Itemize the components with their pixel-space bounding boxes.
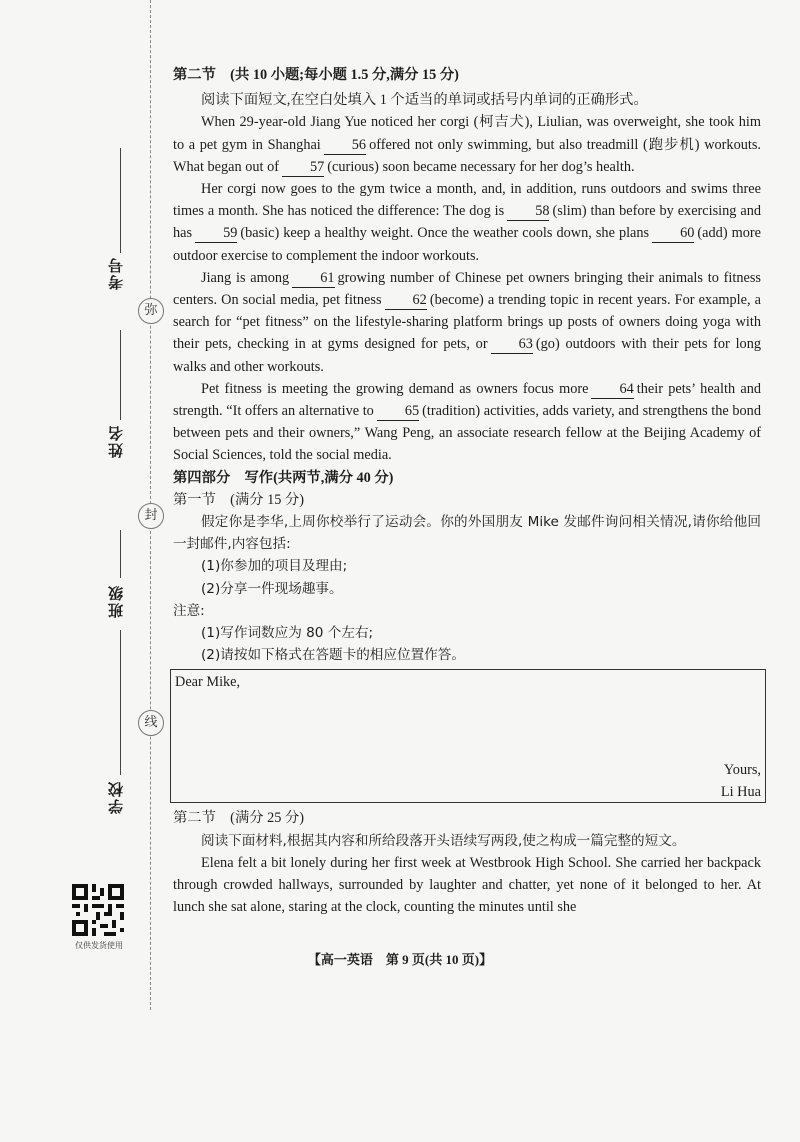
p3-text-a: Jiang is among xyxy=(201,269,290,286)
part4-heading: 第四部分 写作(共两节,满分 40 分) xyxy=(173,469,394,486)
seal-char-mi: 弥 xyxy=(138,298,164,324)
p3-text-c: (become) a trending topic in recent years. For example, a search for “pet fitness” on the lifestyle-sharing platform brings up posts of owners doing yoga with their pets, checking in at gyms designed for pets, or xyxy=(173,292,761,353)
blank-57: 57 xyxy=(282,158,324,177)
name-label: 姓名 xyxy=(109,424,125,458)
qr-code xyxy=(72,884,124,936)
note-item-2: (2)请按如下格式在答题卡的相应位置作答。 xyxy=(201,647,465,664)
p1-text-b: offered not only swimming, but also treadmill (跑步机) workouts. What began out of xyxy=(173,136,761,175)
p2-text-a: Her corgi now goes to the gym twice a month, and, in addition, runs outdoors and swims three times a month. She has noticed the difference: The dog is xyxy=(173,181,761,220)
letter-signature: Li Hua xyxy=(720,784,761,801)
seal-char-xian: 线 xyxy=(138,710,164,736)
exam-number-line xyxy=(120,148,121,253)
cloze-paragraph-2 xyxy=(173,178,761,267)
writing-item-2: (2)分享一件现场趣事。 xyxy=(201,580,343,597)
section2-instruction: 阅读下面短文,在空白处填入 1 个适当的单词或括号内单词的正确形式。 xyxy=(201,92,648,109)
p3-text-d: (go) outdoors with their pets for long walks and other workouts. xyxy=(173,336,761,375)
blank-59: 59 xyxy=(195,224,237,243)
story-text: Elena felt a bit lonely during her first week at Westbrook High School. She carried her backpack through crowded hallways, surrounded by laughter and chatter, yet none of it belonged to her. At lunch she sat alone, staring at the clock, counting the minutes until she xyxy=(173,854,761,916)
continuation-prompt: 阅读下面材料,根据其内容和所给段落开头语续写两段,使之构成一篇完整的短文。 xyxy=(201,832,686,849)
p4-text-b: their pets’ health and strength. “It offers an alternative to xyxy=(173,380,761,420)
school-field xyxy=(106,630,126,820)
p1-text-c: (curious) soon became necessary for her dog’s health. xyxy=(327,158,635,175)
blank-60: 60 xyxy=(652,224,694,243)
p2-text-c: (basic) keep a healthy weight. Once the weather cools down, she plans xyxy=(240,225,650,242)
letter-format-box xyxy=(170,669,766,803)
cloze-paragraph-1 xyxy=(173,111,761,178)
letter-closing-block xyxy=(721,759,761,803)
note-label: 注意: xyxy=(173,602,205,619)
cloze-paragraph-3 xyxy=(173,267,761,378)
p1-text-a: When 29-year-old Jiang Yue noticed her corgi (柯吉犬), Liulian, was overweight, she took him to a pet gym in Shanghai xyxy=(173,114,761,153)
blank-65: 65 xyxy=(377,402,419,421)
blank-64: 64 xyxy=(591,380,633,399)
part4-section1-heading: 第一节 (满分 15 分) xyxy=(173,491,305,508)
part4-section2-heading: 第二节 (满分 25 分) xyxy=(173,810,305,827)
p2-text-d: (add) more outdoor exercise to complement the indoor workouts. xyxy=(173,225,761,264)
p4-text-c: (tradition) activities, adds variety, and strengthens the bond between pets and their owners,” Wang Peng, an associate research fellow at the Beijing Academy of Social Sciences, told the social media. xyxy=(173,403,761,464)
class-label: 班级 xyxy=(109,584,125,618)
note-item-1: (1)写作词数应为 80 个左右; xyxy=(201,625,374,642)
blank-56: 56 xyxy=(324,136,366,155)
name-line xyxy=(120,330,121,420)
school-label: 学校 xyxy=(109,780,125,814)
blank-58: 58 xyxy=(507,202,549,221)
exam-number-label: 考号 xyxy=(109,256,125,290)
seal-char-feng: 封 xyxy=(138,503,164,529)
p3-text-b: growing number of Chinese pet owners bringing their animals to fitness centers. On social media, pet fitness xyxy=(173,269,761,309)
section2-heading: 第二节 (共 10 小题;每小题 1.5 分,满分 15 分) xyxy=(173,67,459,83)
page-footer: 【高一英语 第 9 页(共 10 页)】 xyxy=(307,952,493,967)
name-field xyxy=(106,330,126,480)
class-line xyxy=(120,530,121,578)
letter-greeting: Dear Mike, xyxy=(175,674,241,691)
writing-item-1: (1)你参加的项目及理由; xyxy=(201,558,348,575)
exam-number-field xyxy=(106,148,126,298)
blank-61: 61 xyxy=(292,269,334,288)
letter-closing: Yours, xyxy=(723,762,761,779)
cloze-paragraph-4 xyxy=(173,378,761,467)
p4-text-a: Pet fitness is meeting the growing demand as owners focus more xyxy=(201,380,589,397)
writing-prompt: 假定你是李华,上周你校举行了运动会。你的外国朋友 Mike 发邮件询问相关情况,请你给他回一封邮件,内容包括: xyxy=(173,514,761,553)
qr-caption: 仅供发货使用 xyxy=(75,941,123,950)
main-content xyxy=(173,64,761,919)
blank-62: 62 xyxy=(385,291,427,310)
p2-text-b: (slim) than before by exercising and has xyxy=(173,203,761,242)
blank-63: 63 xyxy=(491,335,533,354)
school-line xyxy=(120,630,121,775)
